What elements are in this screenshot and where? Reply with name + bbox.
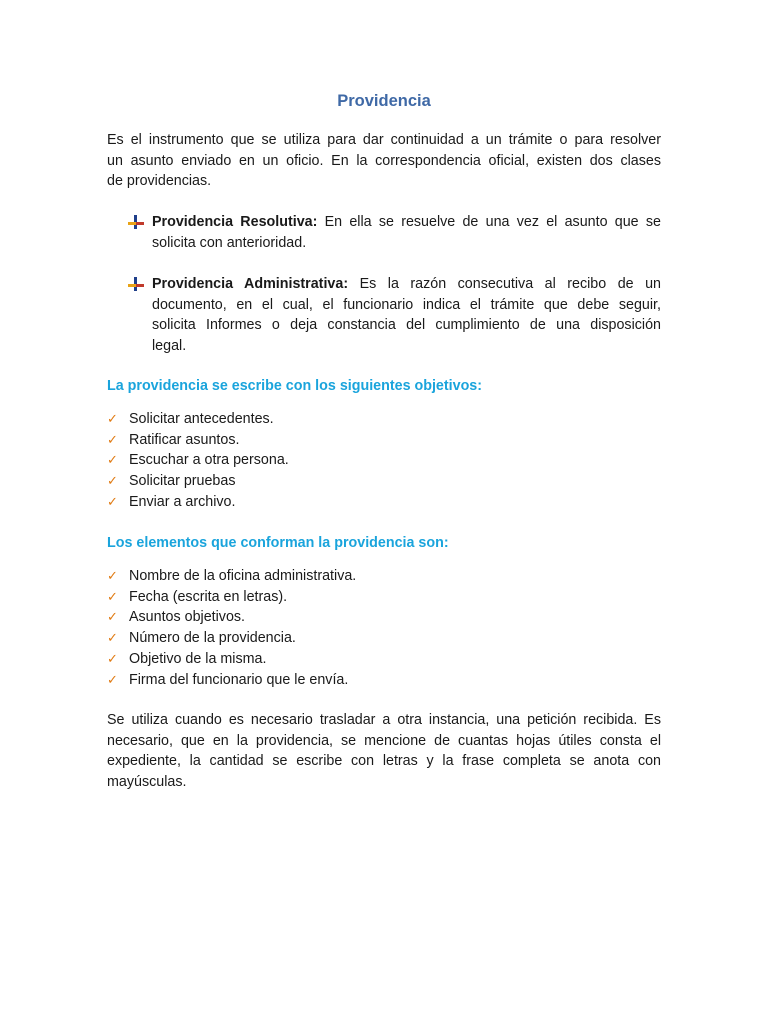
checkmark-icon: ✓ [107, 671, 118, 687]
page-title: Providencia [337, 92, 431, 110]
elements-list [107, 566, 356, 690]
list-item [107, 430, 289, 451]
arrow-bullet-icon [128, 215, 144, 229]
list-item-text: Nombre de la oficina administrativa. [129, 568, 357, 584]
definition-line: solicita Informes o deja constancia del cumplimiento de una disposición [152, 317, 661, 334]
list-item [107, 450, 289, 471]
list-item-text: Enviar a archivo. [129, 493, 236, 510]
list-item-text: Ratificar asuntos. [129, 431, 240, 448]
closing-line: expediente, la cantidad se escribe con letras y la frase completa se anota con [107, 753, 661, 770]
objectives-heading: La providencia se escribe con los siguientes objetivos: [107, 378, 483, 394]
list-item-text: Solicitar pruebas [129, 473, 236, 490]
definition-resolutiva [128, 212, 661, 253]
checkmark-icon: ✓ [107, 473, 118, 489]
definition-text: En ella se resuelve de una vez el asunto que se [317, 214, 661, 230]
closing-paragraph [107, 710, 661, 793]
definition-term: Providencia Administrativa: [152, 276, 349, 292]
checkmark-icon: ✓ [107, 568, 118, 583]
checkmark-icon: ✓ [107, 630, 118, 646]
list-item [107, 607, 356, 628]
checkmark-icon: ✓ [107, 588, 118, 604]
checkmark-icon: ✓ [107, 609, 118, 625]
definition-line: solicita con anterioridad. [152, 234, 307, 251]
list-item [107, 409, 289, 430]
definition-line [152, 274, 661, 295]
checkmark-icon: ✓ [107, 452, 118, 468]
checkmark-icon: ✓ [107, 493, 118, 509]
definition-administrativa [128, 274, 661, 357]
objectives-list [107, 409, 289, 513]
list-item [107, 566, 356, 587]
definition-line: documento, en el cual, el funcionario indica el trámite que debe seguir, [152, 296, 661, 313]
list-item [107, 628, 356, 649]
intro-line: un asunto enviado en un oficio. En la correspondencia oficial, existen dos clases [107, 152, 661, 169]
intro-paragraph [107, 130, 661, 192]
list-item [107, 670, 356, 691]
list-item [107, 492, 289, 513]
list-item [107, 471, 289, 492]
closing-line: Se utiliza cuando es necesario trasladar a otra instancia, una petición recibida. Es [107, 712, 661, 728]
list-item [107, 587, 356, 608]
elements-heading: Los elementos que conforman la providencia son: [107, 535, 449, 551]
closing-line: necesario, que en la providencia, se mencione de cuantas hojas útiles consta el [107, 732, 661, 749]
checkmark-icon: ✓ [107, 650, 118, 666]
definition-line [152, 212, 661, 233]
list-item-text: Asuntos objetivos. [129, 609, 246, 626]
definition-term: Providencia Resolutiva: [152, 214, 318, 230]
definition-line: legal. [152, 338, 187, 355]
list-item-text: Firma del funcionario que le envía. [129, 671, 349, 688]
list-item [107, 649, 356, 670]
definition-text: Es la razón consecutiva al recibo de un [348, 276, 661, 292]
list-item-text: Objetivo de la misma. [129, 650, 267, 667]
closing-line: mayúsculas. [107, 774, 187, 791]
checkmark-icon: ✓ [107, 431, 118, 447]
checkmark-icon: ✓ [107, 411, 118, 426]
intro-line: de providencias. [107, 173, 212, 190]
list-item-text: Solicitar antecedentes. [129, 411, 274, 427]
arrow-bullet-icon [128, 277, 144, 291]
intro-line: Es el instrumento que se utiliza para dar continuidad a un trámite o para resolver [107, 132, 661, 148]
list-item-text: Fecha (escrita en letras). [129, 588, 288, 605]
list-item-text: Escuchar a otra persona. [129, 452, 289, 469]
list-item-text: Número de la providencia. [129, 630, 296, 647]
